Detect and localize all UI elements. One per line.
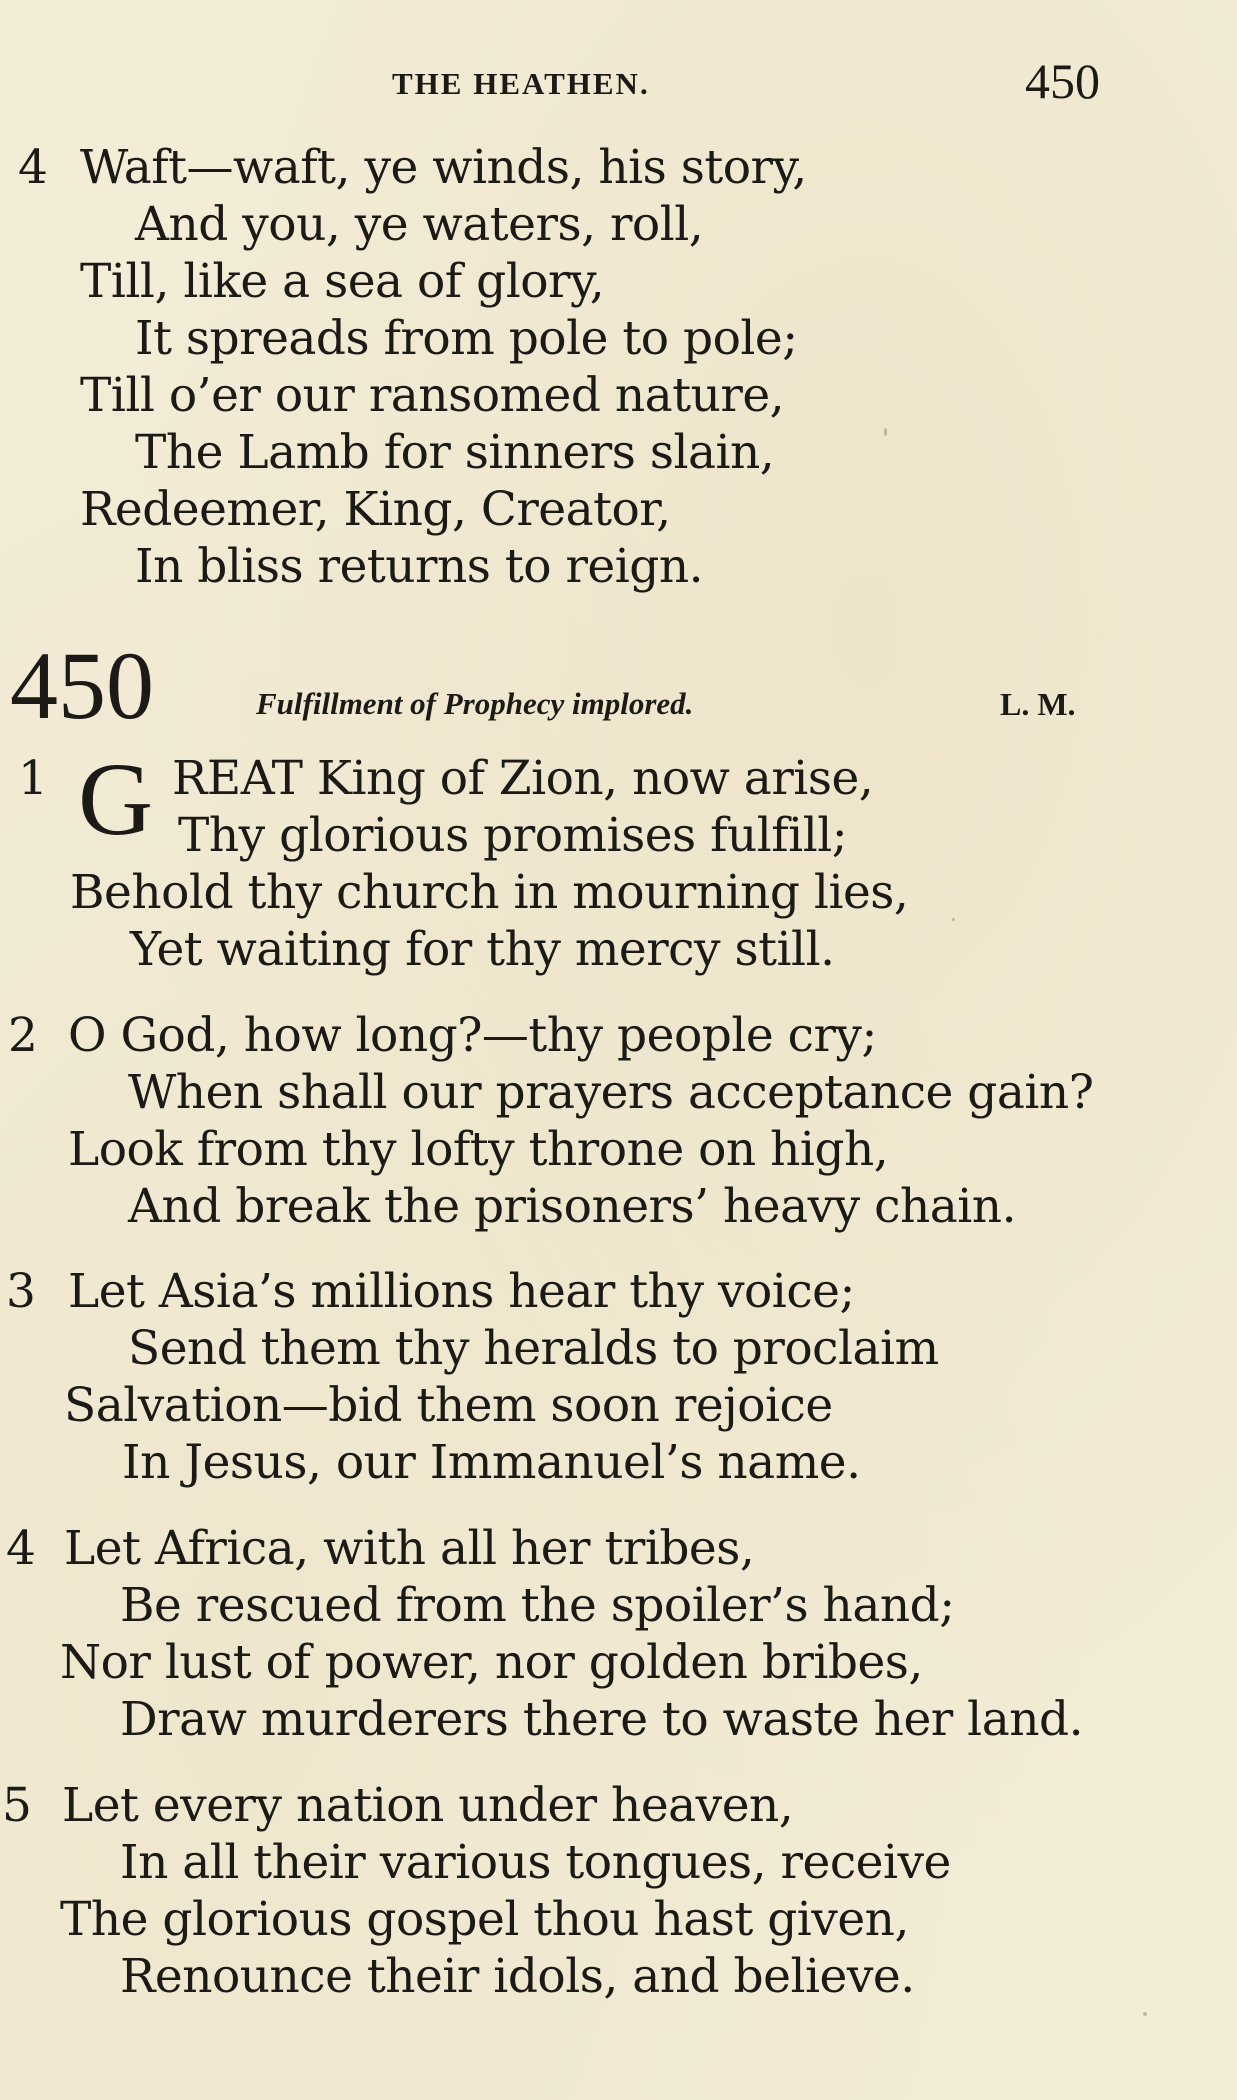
drop-cap: G: [78, 742, 154, 857]
paper-speck: [952, 918, 955, 921]
hymn-meter: L. M.: [1000, 686, 1076, 722]
verse-line: Till, like a sea of glory,: [80, 254, 605, 309]
verse-line: And you, ye waters, roll,: [135, 197, 704, 252]
verse-line: Nor lust of power, nor golden bribes,: [60, 1635, 923, 1690]
verse-line: Behold thy church in mourning lies,: [70, 865, 909, 920]
page-number: 450: [1025, 53, 1100, 109]
verse-line: Be rescued from the spoiler’s hand;: [120, 1578, 955, 1633]
hymn-title: Fulfillment of Prophecy implored.: [256, 686, 694, 721]
verse-number: 1: [18, 751, 48, 806]
paper-speck: [1143, 2012, 1147, 2016]
verse-line: Thy glorious promises fulfill;: [178, 808, 848, 863]
verse-line: Look from thy lofty throne on high,: [68, 1122, 889, 1177]
verse-number: 2: [8, 1008, 38, 1063]
verse-line: It spreads from pole to pole;: [135, 311, 798, 366]
paper-speck: [884, 428, 887, 436]
verse-line: And break the prisoners’ heavy chain.: [128, 1179, 1017, 1234]
verse-line: Salvation—bid them soon rejoice: [64, 1378, 833, 1433]
verse-line: REAT King of Zion, now arise,: [172, 751, 874, 806]
verse-line: Send them thy heralds to proclaim: [128, 1321, 939, 1376]
verse-line: When shall our prayers acceptance gain?: [128, 1065, 1094, 1120]
verse-number: 3: [6, 1264, 36, 1319]
verse-line: Draw murderers there to waste her land.: [120, 1692, 1084, 1747]
verse-line: In Jesus, our Immanuel’s name.: [122, 1435, 861, 1490]
verse-line: In all their various tongues, receive: [120, 1835, 951, 1890]
hymn-number: 450: [10, 632, 154, 739]
verse-line: Let Asia’s millions hear thy voice;: [68, 1264, 855, 1319]
verse-line: Waft—waft, ye winds, his story,: [80, 140, 807, 195]
verse-line: The Lamb for sinners slain,: [135, 425, 775, 480]
running-title: THE HEATHEN.: [392, 66, 650, 101]
verse-line: Redeemer, King, Creator,: [80, 482, 671, 537]
verse-number: 5: [2, 1778, 32, 1833]
verse-line: Yet waiting for thy mercy still.: [130, 922, 835, 977]
verse-line: Renounce their idols, and believe.: [120, 1949, 915, 2004]
verse-line: In bliss returns to reign.: [135, 539, 704, 594]
verse-line: The glorious gospel thou hast given,: [60, 1892, 909, 1947]
verse-number: 4: [18, 140, 48, 195]
verse-number: 4: [6, 1521, 36, 1576]
verse-line: Let Africa, with all her tribes,: [64, 1521, 755, 1576]
verse-line: Let every nation under heaven,: [62, 1778, 794, 1833]
verse-line: O God, how long?—thy people cry;: [68, 1008, 877, 1063]
verse-line: Till o’er our ransomed nature,: [80, 368, 785, 423]
